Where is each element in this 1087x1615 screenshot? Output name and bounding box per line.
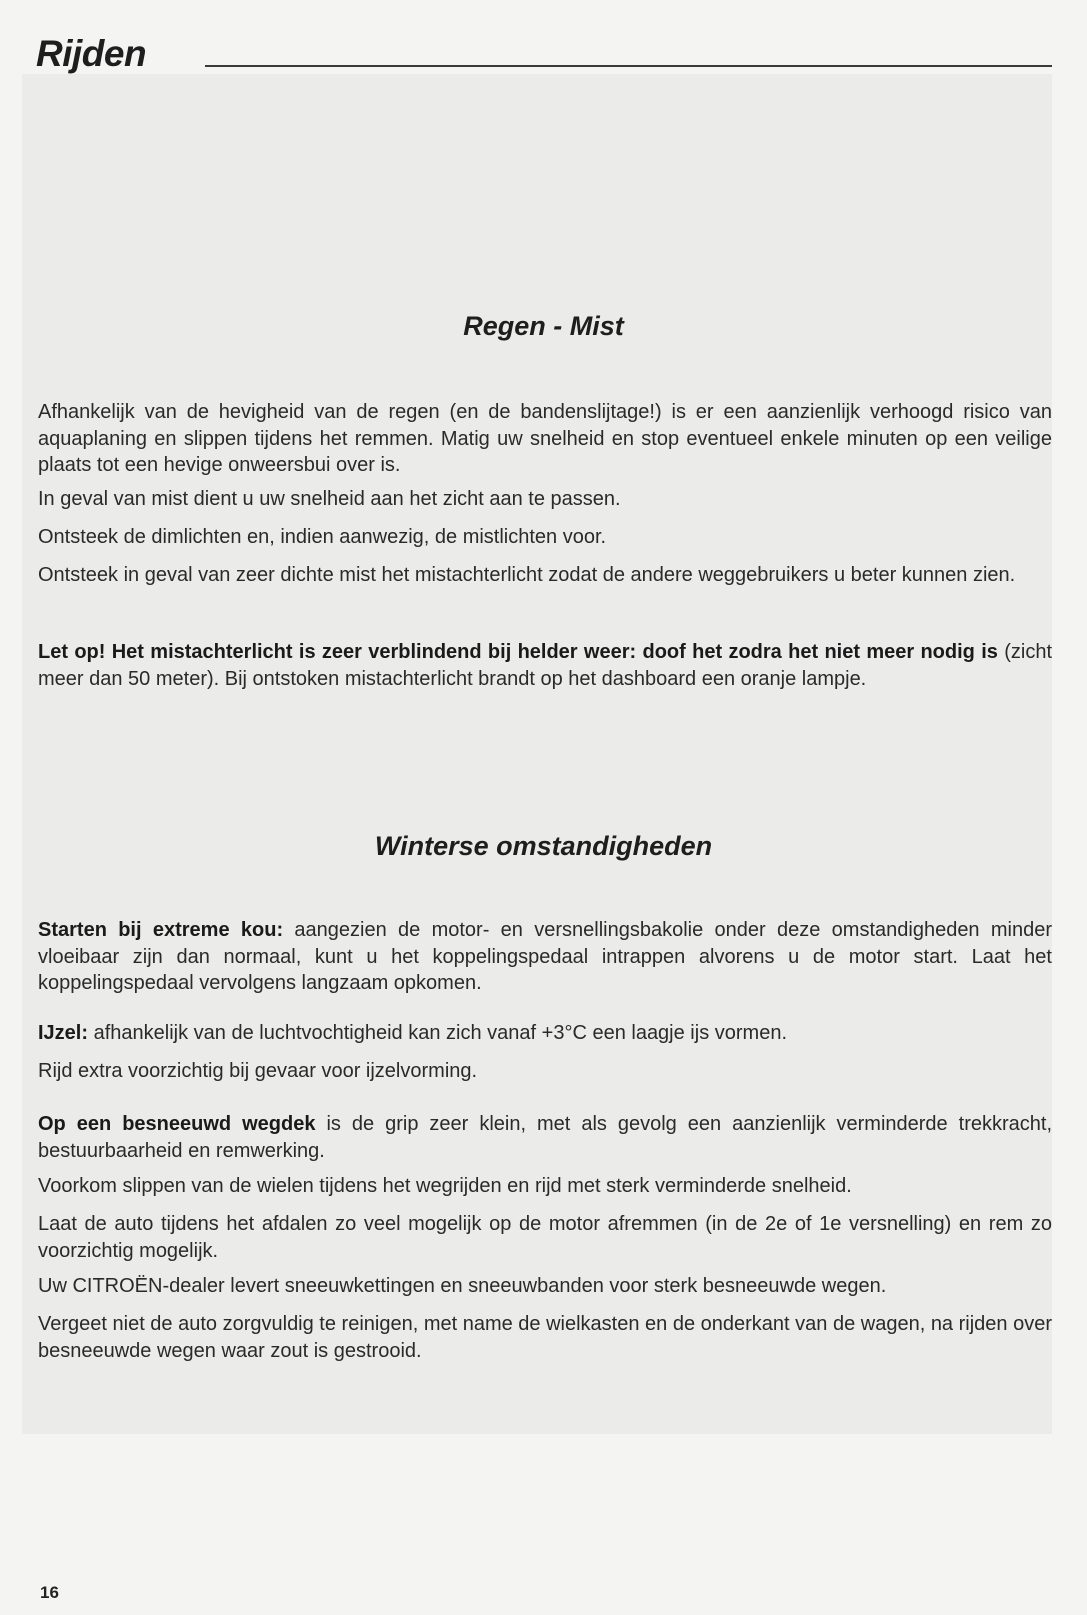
paragraph: [38, 1111, 1052, 1164]
paragraph-text: Laat de auto tijdens het afdalen zo veel mogelijk op de motor afremmen (in de 2e of 1e versnelling) en rem zo voorzichtig mogelijk.: [38, 1213, 1052, 1262]
section-title-regen-mist: Regen - Mist: [463, 311, 624, 341]
paragraph-text: aangezien de motor- en versnellingsbakolie onder deze omstandigheden minder vloeibaar zijn dan normaal, kunt u het koppelingspedaal intrappen alvorens u de motor start. Laat het koppelingspedaal vervolgens langzaam opkomen.: [38, 919, 1053, 994]
paragraph-text: Afhankelijk van de hevigheid van de regen (en de bandenslijtage!) is er een aanzienlijk verhoogd risico van aquaplaning en slippen tijdens het remmen. Matig uw snelheid en stop eventueel enkele minuten op een veilige plaats tot een hevige onweersbui over is.: [38, 401, 1052, 476]
paragraph: [38, 1058, 1052, 1085]
paragraph-bold: Op een besneeuwd wegdek: [38, 1113, 316, 1135]
paragraph-warning: [38, 639, 1052, 692]
paragraph-bold: Let op! Het mistachterlicht is zeer verblindend bij helder weer: doof het zodra het niet meer nodig is: [38, 641, 998, 663]
paragraph: [38, 1211, 1052, 1264]
paragraph: [38, 917, 1052, 997]
paragraph: [38, 1020, 1052, 1047]
section-title-winterse-omstandigheden: Winterse omstandigheden: [374, 831, 713, 861]
page-number: 16: [40, 1583, 59, 1602]
paragraph-text: Ontsteek in geval van zeer dichte mist het mistachterlicht zodat de andere weggebruikers u beter kunnen zien.: [38, 564, 1016, 586]
paragraph-text: Ontsteek de dimlichten en, indien aanwezig, de mistlichten voor.: [38, 526, 607, 548]
paragraph-bold: IJzel:: [38, 1022, 89, 1044]
paragraph-text: Rijd extra voorzichtig bij gevaar voor ijzelvorming.: [38, 1060, 478, 1082]
paragraph-bold: Starten bij extreme kou:: [38, 919, 284, 941]
header-rule: [205, 65, 1052, 67]
paragraph: [38, 1273, 1052, 1300]
paragraph-text: afhankelijk van de luchtvochtigheid kan zich vanaf +3°C een laagje ijs vormen.: [88, 1022, 787, 1044]
page-header-title: Rijden: [36, 33, 147, 74]
paragraph: [38, 562, 1052, 589]
paragraph: [38, 486, 1052, 513]
paragraph: [38, 1173, 1052, 1200]
paragraph: [38, 1311, 1052, 1364]
paragraph: [38, 399, 1052, 479]
paragraph-text: Voorkom slippen van de wielen tijdens het wegrijden en rijd met sterk verminderde snelheid.: [38, 1175, 852, 1197]
paragraph-text: is de grip zeer klein, met als gevolg een aanzienlijk verminderde trekkracht, bestuurbaarheid en remwerking.: [38, 1113, 1053, 1162]
paragraph-text: Uw CITROËN-dealer levert sneeuwkettingen en sneeuwbanden voor sterk besneeuwde wegen.: [38, 1275, 887, 1297]
paragraph-text: Vergeet niet de auto zorgvuldig te reinigen, met name de wielkasten en de onderkant van de wagen, na rijden over besneeuwde wegen waar zout is gestrooid.: [38, 1313, 1052, 1362]
paragraph: [38, 524, 1052, 551]
paragraph-text: In geval van mist dient u uw snelheid aan het zicht aan te passen.: [38, 488, 621, 510]
paragraph-text: (zicht meer dan 50 meter). Bij ontstoken mistachterlicht brandt op het dashboard een oranje lampje.: [38, 641, 1052, 690]
